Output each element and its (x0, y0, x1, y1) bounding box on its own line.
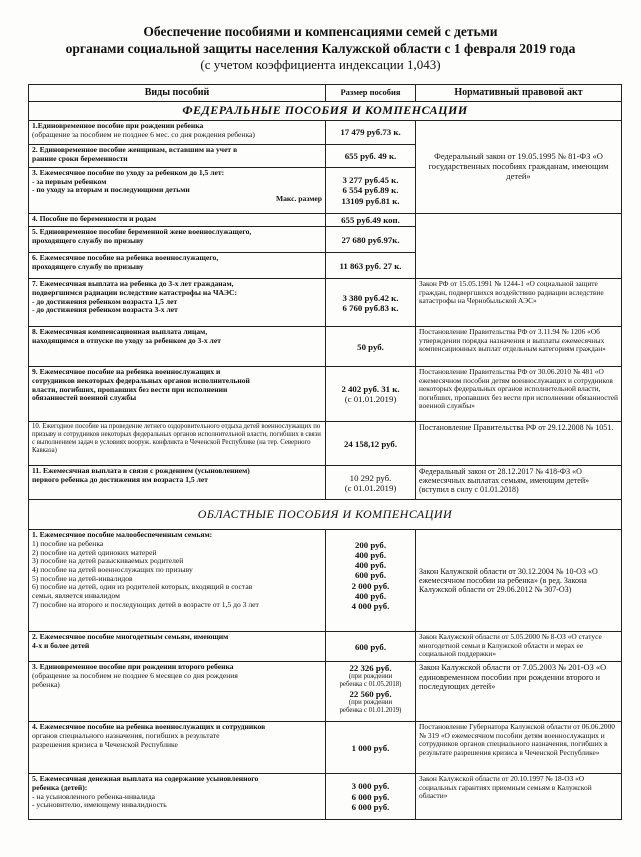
document-title: Обеспечение пособиями и компенсациями семей с детьми (143, 24, 498, 39)
table-row (29, 722, 622, 774)
benefit-description: 4. Ежемесячное пособие на ребенка военнослужащих и сотрудников органов специального назначения, погибших в результате разрешения кризиса в Чеченской Республике (29, 722, 326, 774)
table-row (29, 214, 622, 227)
benefit-amount: 655 руб.49 коп. (326, 214, 416, 227)
benefit-description: 1.Единовременное пособие при рождении ребенка (обращение за пособием не позднее 6 мес. со дня рождения ребенка) (29, 121, 326, 145)
table-row (29, 466, 622, 500)
table-header-row (29, 85, 622, 102)
benefit-description: 6. Ежемесячное пособие на ребенка военнослужащего, проходящего службу по призыву (29, 253, 326, 279)
benefit-amount: 22 326 руб. (при рождении ребенка с 01.05.2018) 22 560 руб. (при рождении ребенка с 01.01.2019) (326, 662, 416, 722)
table-row (29, 327, 622, 367)
benefit-amount: 3 277 руб.45 к. 6 554 руб.89 к. 13109 руб.81 к. (326, 168, 416, 214)
header-amount: Размер пособия (326, 85, 416, 102)
legal-act: Закон Калужской области от 5.05.2000 № 8-ОЗ «О статусе многодетной семьи в Калужской области и мерах ее социальной поддержки» (416, 632, 622, 662)
benefit-description: 3. Единовременное пособие при рождении второго ребенка (обращение за пособием не позднее 6 месяцев со дня рождения ребенка) (29, 662, 326, 722)
legal-act: Постановление Правительства РФ от 30.06.2010 № 481 «О ежемесячном пособии детям военнослужащих и сотрудников некоторых федеральных органов исполнительной власти, погибших, пропавших без вести при исполнении обязанностей военной службы» (416, 367, 622, 422)
table-row (29, 422, 622, 466)
benefit-description: 9. Ежемесячное пособие на ребенка военнослужащих и сотрудников некоторых федеральных органов исполнительной власти, погибших, пропавших без вести при исполнении обязанностей военной службы (29, 367, 326, 422)
legal-act-empty (416, 214, 622, 279)
benefit-amount: 655 руб. 49 к. (326, 145, 416, 168)
legal-act: Постановление Правительства РФ от 3.11.94 № 1206 «Об утверждении порядка назначения и выплаты ежемесячных компенсационных выплат отдельным категориям граждан» (416, 327, 622, 367)
header-types: Виды пособий (29, 85, 326, 102)
section-title-federal: ФЕДЕРАЛЬНЫЕ ПОСОБИЯ И КОМПЕНСАЦИИ (29, 102, 622, 121)
benefit-amount: 17 479 руб.73 к. (326, 121, 416, 145)
benefit-description: 1. Ежемесячное пособие малообеспеченным семьям: 1) пособие на ребенка 2) пособие на детей одиноких матерей 3) пособие на детей разыскиваемых родителей 4) пособие на детей военнослужащих по призыву 5) пособие на детей-инвалидов 6) пособие на детей, один из родителей которых, входящий в состав семьи, является инвалидом 7) пособие на второго и последующих детей в возрасте от 1,5 до 3 лет (29, 530, 326, 632)
benefit-description: 2. Ежемесячное пособие многодетным семьям, имеющим 4-х и более детей (29, 632, 326, 662)
section-row-regional (29, 500, 622, 530)
table-row (29, 632, 622, 662)
legal-act: Постановление Правительства РФ от 29.12.2008 № 1051. (416, 422, 622, 466)
benefit-description: 5. Единовременное пособие беременной жене военнослужащего, проходящего службу по призыву (29, 227, 326, 253)
benefit-amount: 3 000 руб. 6 000 руб. 6 000 руб. (326, 774, 416, 820)
indexation-note: (с учетом коэффициента индексации 1,043) (200, 57, 441, 72)
benefit-amount: 24 158,12 руб. (326, 422, 416, 466)
benefit-amount: 27 680 руб.97к. (326, 227, 416, 253)
legal-act: Закон Калужской области от 30.12.2004 № 10-ОЗ «О ежемесячном пособии на ребенка» (в ред. Закона Калужской области от 29.06.2012 № 307-ОЗ) (416, 530, 622, 632)
legal-act: Закон Калужской области от 7.05.2003 № 201-ОЗ «О единовременном пособии при рождении второго и последующих детей» (416, 662, 622, 722)
legal-act: Федеральный закон от 28.12.2017 № 418-ФЗ «О ежемесячных выплатах семьям, имеющим детей» (вступил в силу с 01.01.2018) (416, 466, 622, 500)
table-row (29, 279, 622, 327)
legal-act: Закон Калужской области от 20.10.1997 № 18-ОЗ «О социальных гарантиях приемным семьям в Калужской области» (416, 774, 622, 820)
section-title-regional: ОБЛАСТНЫЕ ПОСОБИЯ И КОМПЕНСАЦИИ (29, 500, 622, 530)
benefit-description: 7. Ежемесячная выплата на ребенка до 3-х лет гражданам, подвергшимся радиации вследствие катастрофы на ЧАЭС: - до достижения ребенком возраста 1,5 лет - до достижения ребенком возраста 3-х лет (29, 279, 326, 327)
benefit-amount: 200 руб. 400 руб. 400 руб. 600 руб. 2 000 руб. 400 руб. 4 000 руб. (326, 530, 416, 632)
benefit-amount: 50 руб. (326, 327, 416, 367)
header-law: Нормативный правовой акт (416, 85, 622, 102)
benefit-description: 8. Ежемесячная компенсационная выплата лицам, находящимся в отпуске по уходу за ребенком до 3-х лет (29, 327, 326, 367)
benefit-description: 2. Единовременное пособие женщинам, вставшим на учет в ранние сроки беременности (29, 145, 326, 168)
benefit-amount: 3 380 руб.42 к. 6 760 руб.83 к. (326, 279, 416, 327)
table-row (29, 662, 622, 722)
benefit-description: 3. Ежемесячное пособие по уходу за ребенком до 1,5 лет: - за первым ребенком - по уходу за вторым и последующими детьми Макс. размер (29, 168, 326, 214)
benefit-amount: 1 000 руб. (326, 722, 416, 774)
benefit-description: 10. Ежегодное пособие на проведение летнего оздоровительного отдыха детей военнослужащих по призыву и сотрудников некоторых федеральных органов исполнительной власти, погибших в связи с выполнением задач в условиях вооруж. конфликта в Чеченской Республике (на тер. Северного Кавказа) (29, 422, 326, 466)
table-row (29, 367, 622, 422)
benefit-description: 4. Пособие по беременности и родам (29, 214, 326, 227)
legal-act: Федеральный закон от 19.05.1995 № 81-ФЗ «О государственных пособиях гражданам, имеющим детей» (416, 121, 622, 214)
table-row (29, 121, 622, 145)
benefit-description: 5. Ежемесячная денежная выплата на содержание усыновленного ребенка (детей): - на усыновленного ребенка-инвалида - усыновителю, имеющему инвалидность (29, 774, 326, 820)
benefit-description: 11. Ежемесячная выплата в связи с рождением (усыновлением) первого ребенка до достижения им возраста 1,5 лет (29, 466, 326, 500)
table-row (29, 530, 622, 632)
benefit-amount: 11 863 руб. 27 к. (326, 253, 416, 279)
benefits-table (28, 84, 622, 820)
benefit-amount: 2 402 руб. 31 к. (с 01.01.2019) (326, 367, 416, 422)
legal-act: Закон РФ от 15.05.1991 № 1244-1 «О социальной защите граждан, подвергшихся воздействию радиации вследствие катастрофы на Чернобыльской АЭС» (416, 279, 622, 327)
document-subtitle: органами социальной защиты населения Калужской области с 1 февраля 2019 года (65, 41, 576, 56)
benefit-amount: 600 руб. (326, 632, 416, 662)
section-row-federal (29, 102, 622, 121)
benefit-amount: 10 292 руб. (с 01.01.2019) (326, 466, 416, 500)
table-row (29, 774, 622, 820)
legal-act: Постановление Губернатора Калужской области от 06.06.2000 № 319 «О ежемесячном пособии детям военнослужащих и сотрудников органов специального назначения, погибших в результате разрешения кризиса в Чеченской Республике» (416, 722, 622, 774)
